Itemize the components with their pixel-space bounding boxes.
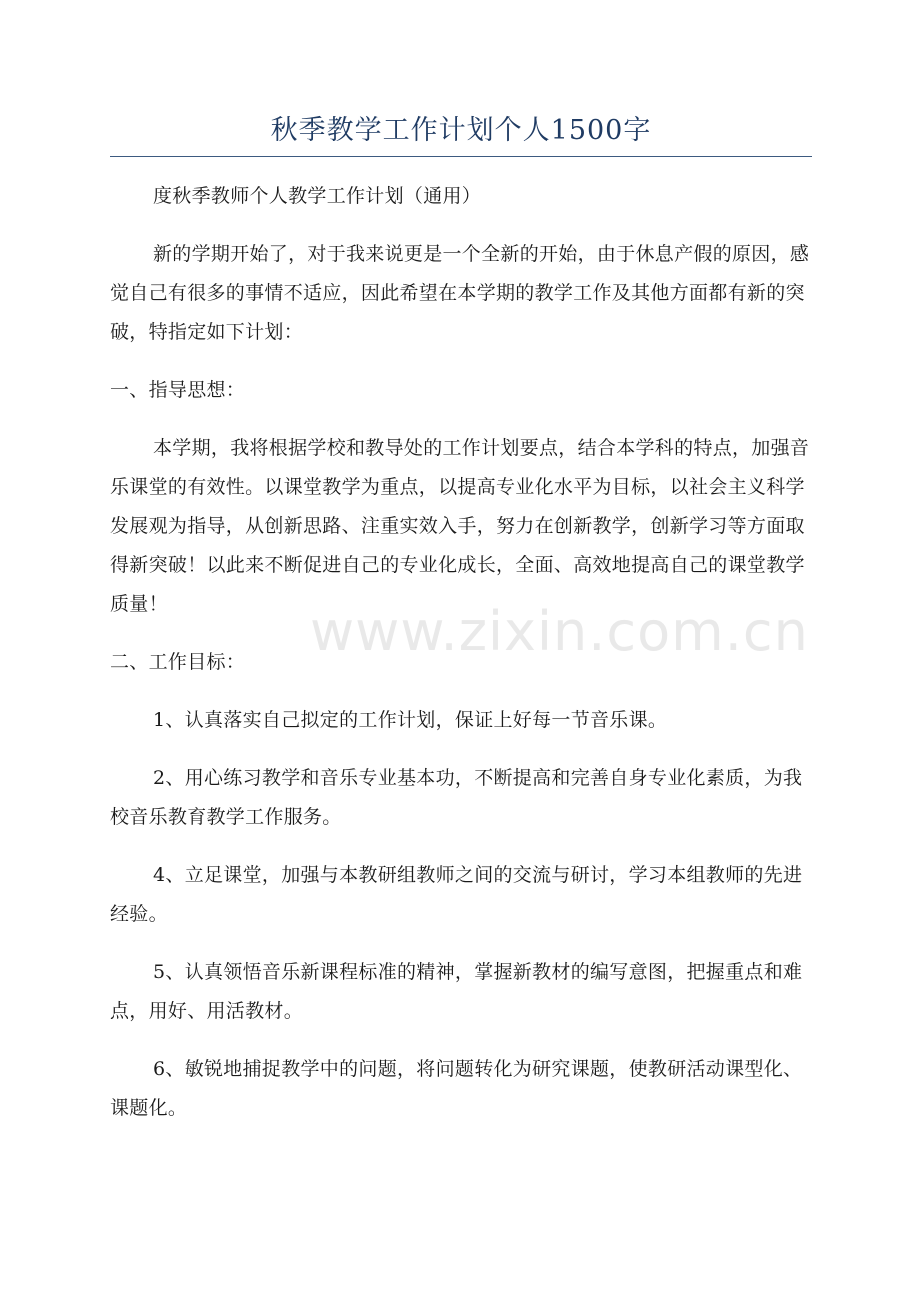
goal-item-4: 4、立足课堂，加强与本教研组教师之间的交流与研讨，学习本组教师的先进经验。 xyxy=(110,864,803,925)
goal-item-6: 6、敏锐地捕捉教学中的问题，将问题转化为研究课题，使教研活动课型化、课题化。 xyxy=(110,1058,803,1119)
title-divider xyxy=(110,156,812,157)
paragraph-subtitle: 度秋季教师个人教学工作计划（通用） xyxy=(153,185,482,207)
goal-item-1: 1、认真落实自己拟定的工作计划，保证上好每一节音乐课。 xyxy=(153,709,668,731)
section-heading-guiding-idea: 一、指导思想： xyxy=(110,379,246,401)
section-heading-work-goals: 二、工作目标： xyxy=(110,651,246,673)
document-title: 秋季教学工作计划个人1500字 xyxy=(270,115,652,146)
goal-item-2: 2、用心练习教学和音乐专业基本功，不断提高和完善自身专业化素质，为我校音乐教育教学工作服务。 xyxy=(110,767,803,828)
paragraph-guiding-idea: 本学期，我将根据学校和教导处的工作计划要点，结合本学科的特点，加强音乐课堂的有效性。以课堂教学为重点，以提高专业化水平为目标，以社会主义科学发展观为指导，从创新思路、注重实效入手，努力在创新教学，创新学习等方面取得新突破！以此来不断促进自己的专业化成长，全面、高效地提高自己的课堂教学质量！ xyxy=(110,437,810,615)
goal-item-5: 5、认真领悟音乐新课程标准的精神，掌握新教材的编写意图，把握重点和难点，用好、用活教材。 xyxy=(110,961,803,1022)
document-body xyxy=(110,177,812,1128)
paragraph-intro: 新的学期开始了，对于我来说更是一个全新的开始，由于休息产假的原因，感觉自己有很多的事情不适应，因此希望在本学期的教学工作及其他方面都有新的突破，特指定如下计划： xyxy=(110,243,810,343)
document-page xyxy=(110,0,812,1147)
watermark: www.zixin.com.cn xyxy=(310,600,809,663)
